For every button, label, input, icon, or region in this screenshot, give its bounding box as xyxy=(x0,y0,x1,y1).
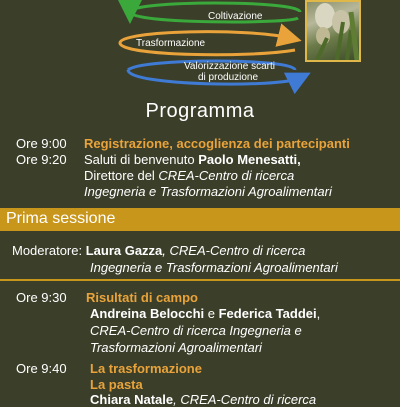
affiliation-line: Trasformazioni Agroalimentari xyxy=(90,340,262,355)
affiliation-line: Direttore del CREA-Centro di ricerca xyxy=(84,168,295,183)
session-title: Prima sessione xyxy=(6,210,116,227)
speaker-name: Chiara Natale xyxy=(90,392,174,407)
affiliation-line: Ingegneria e Trasformazioni Agroalimentari xyxy=(84,184,332,199)
cycle-label-transformation: Trasformazione xyxy=(136,38,206,49)
affiliation-line: CREA-Centro di ricerca Ingegneria e xyxy=(90,323,302,338)
speaker-name: Federica Taddei xyxy=(218,306,317,321)
speaker-name: Paolo Menesatti, xyxy=(198,152,301,167)
schedule-title: Registrazione, accoglienza dei partecipanti xyxy=(84,136,350,151)
cycle-label-cultivation: Coltivazione xyxy=(208,11,263,22)
speaker-line: Chiara Natale, CREA-Centro di ricerca xyxy=(90,392,317,407)
section-divider xyxy=(0,279,400,281)
cycle-label-valorization-1: Valorizzazione scarti xyxy=(184,61,275,72)
moderator-line: Moderatore: Laura Gazza, CREA-Centro di ricerca xyxy=(12,243,306,258)
page-title: Programma xyxy=(145,100,255,122)
sorghum-photo xyxy=(305,0,361,62)
affiliation-line: Ingegneria e Trasformazioni Agroalimentari xyxy=(90,260,338,275)
schedule-title: Risultati di campo xyxy=(86,290,198,305)
schedule-subtitle: La pasta xyxy=(90,377,143,392)
schedule-time: Ore 9:00 xyxy=(16,136,67,151)
speakers-line: Andreina Belocchi e Federica Taddei, xyxy=(90,306,321,321)
moderator-name: Laura Gazza xyxy=(85,243,163,258)
welcome-line: Saluti di benvenuto Paolo Menesatti, xyxy=(84,152,301,167)
schedule-time: Ore 9:20 xyxy=(16,152,67,167)
speaker-name: Andreina Belocchi xyxy=(90,306,205,321)
schedule-time: Ore 9:40 xyxy=(16,361,67,376)
schedule-time: Ore 9:30 xyxy=(16,290,67,305)
cycle-label-valorization-2: di produzione xyxy=(198,72,259,83)
schedule-title: La trasformazione xyxy=(90,361,202,376)
